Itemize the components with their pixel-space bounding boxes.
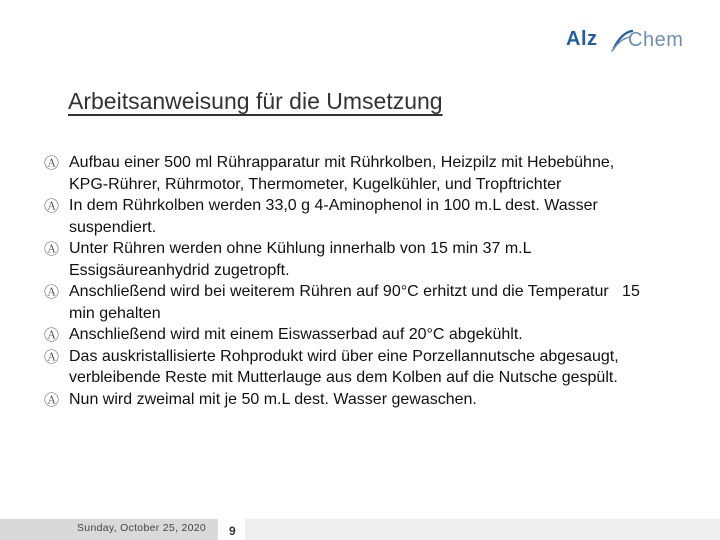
list-item-line: Das auskristallisierte Rohprodukt wird über eine Porzellannutsche abgesaugt, — [69, 347, 619, 365]
circled-a-bullet-icon: Ⓐ — [44, 390, 60, 409]
circled-a-bullet-icon: Ⓐ — [44, 347, 60, 366]
list-item — [44, 152, 720, 195]
page-number: 9 — [229, 524, 236, 538]
list-item — [44, 238, 720, 281]
list-item-line: verbleibende Reste mit Mutterlauge aus dem Kolben auf die Nutsche gespült. — [69, 369, 618, 386]
logo-text-chem: Chem — [628, 29, 684, 51]
footer-date: Sunday, October 25, 2020 — [77, 522, 207, 534]
list-item-line: KPG-Rührer, Rührmotor, Thermometer, Kugelkühler, und Tropftrichter — [69, 175, 562, 193]
list-item — [44, 281, 720, 324]
list-item — [44, 346, 720, 389]
list-item-line: Unter Rühren werden ohne Kühlung innerhalb von 15 min 37 m.L — [69, 240, 532, 257]
list-item-line: min gehalten — [69, 304, 161, 322]
list-item — [44, 324, 720, 346]
list-item — [44, 195, 720, 238]
list-item-line: Aufbau einer 500 ml Rührapparatur mit Rührkolben, Heizpilz mit Hebebühne, — [69, 154, 615, 171]
footer-bar-right — [245, 519, 720, 540]
list-item-line: suspendiert. — [69, 218, 157, 236]
instruction-list — [44, 152, 720, 410]
circled-a-bullet-icon: Ⓐ — [44, 326, 60, 344]
circled-a-bullet-icon: Ⓐ — [44, 283, 60, 301]
list-item-line: In dem Rührkolben werden 33,0 g 4-Aminophenol in 100 m.L dest. Wasser — [69, 197, 598, 214]
list-item-line: Essigsäureanhydrid zugetropft. — [69, 261, 290, 279]
page-title: Arbeitsanweisung für die Umsetzung — [68, 88, 443, 114]
list-item-line: Anschließend wird bei weiterem Rühren auf 90°C erhitzt und die Temperatur 15 — [69, 283, 640, 300]
circled-a-bullet-icon: Ⓐ — [44, 240, 60, 258]
circled-a-bullet-icon: Ⓐ — [44, 154, 60, 172]
list-item-line: Nun wird zweimal mit je 50 m.L dest. Wasser gewaschen. — [69, 390, 477, 408]
logo-text-alz: Alz — [566, 28, 598, 50]
alzchem-logo — [566, 28, 696, 56]
circled-a-bullet-icon: Ⓐ — [44, 197, 60, 215]
list-item — [44, 389, 720, 411]
list-item-line: Anschließend wird mit einem Eiswasserbad auf 20°C abgekühlt. — [69, 326, 523, 343]
